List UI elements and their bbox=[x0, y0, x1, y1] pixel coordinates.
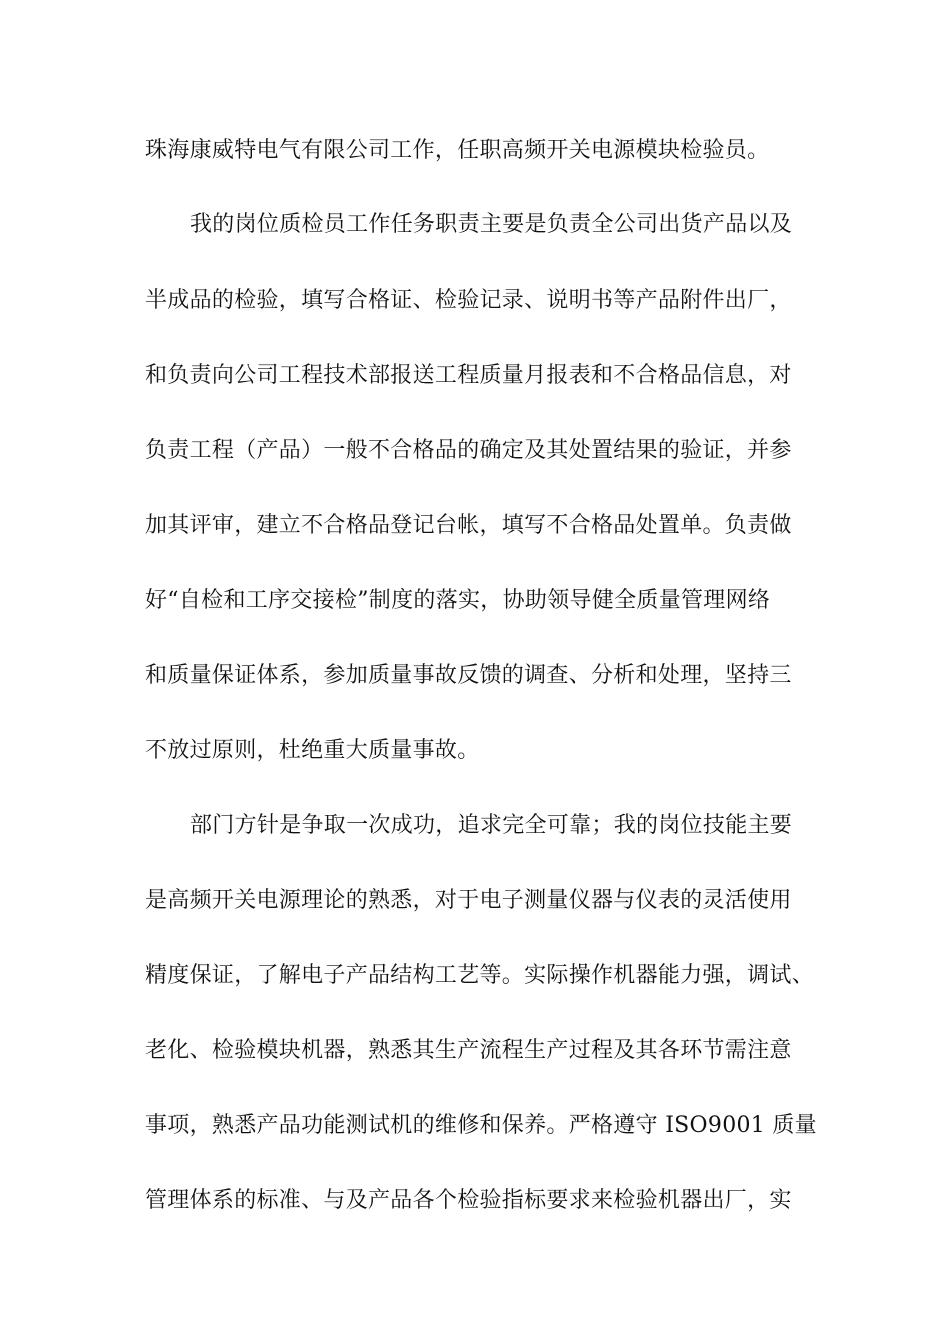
paragraph-line: 和负责向公司工程技术部报送工程质量月报表和不合格品信息，对 bbox=[145, 363, 792, 388]
paragraph-line: 加其评审，建立不合格品登记台帐，填写不合格品处置单。负责做 bbox=[145, 513, 792, 538]
paragraph-line: 半成品的检验，填写合格证、检验记录、说明书等产品附件出厂， bbox=[145, 288, 792, 313]
paragraph-line: 管理体系的标准、与及产品各个检验指标要求来检验机器出厂，实 bbox=[145, 1188, 792, 1213]
paragraph-line: 不放过原则，杜绝重大质量事故。 bbox=[145, 738, 480, 763]
paragraph-line: 和质量保证体系，参加质量事故反馈的调查、分析和处理，坚持三 bbox=[145, 663, 792, 688]
paragraph-line: 事项，熟悉产品功能测试机的维修和保养。严格遵守 ISO9001 质量 bbox=[145, 1113, 817, 1138]
paragraph-line: 负责工程（产品）一般不合格品的确定及其处置结果的验证，并参 bbox=[145, 438, 792, 463]
paragraph-line: 老化、检验模块机器，熟悉其生产流程生产过程及其各环节需注意 bbox=[145, 1038, 792, 1063]
paragraph-line: 是高频开关电源理论的熟悉，对于电子测量仪器与仪表的灵活使用 bbox=[145, 888, 792, 913]
paragraph-line: 精度保证，了解电子产品结构工艺等。实际操作机器能力强，调试、 bbox=[145, 963, 815, 988]
paragraph-line: 珠海康威特电气有限公司工作，任职高频开关电源模块检验员。 bbox=[145, 138, 770, 163]
paragraph-line: 好“自检和工序交接检”制度的落实，协助领导健全质量管理网络 bbox=[145, 588, 771, 613]
paragraph-line: 部门方针是争取一次成功，追求完全可靠；我的岗位技能主要 bbox=[190, 813, 793, 838]
paragraph-line: 我的岗位质检员工作任务职责主要是负责全公司出货产品以及 bbox=[190, 212, 793, 237]
